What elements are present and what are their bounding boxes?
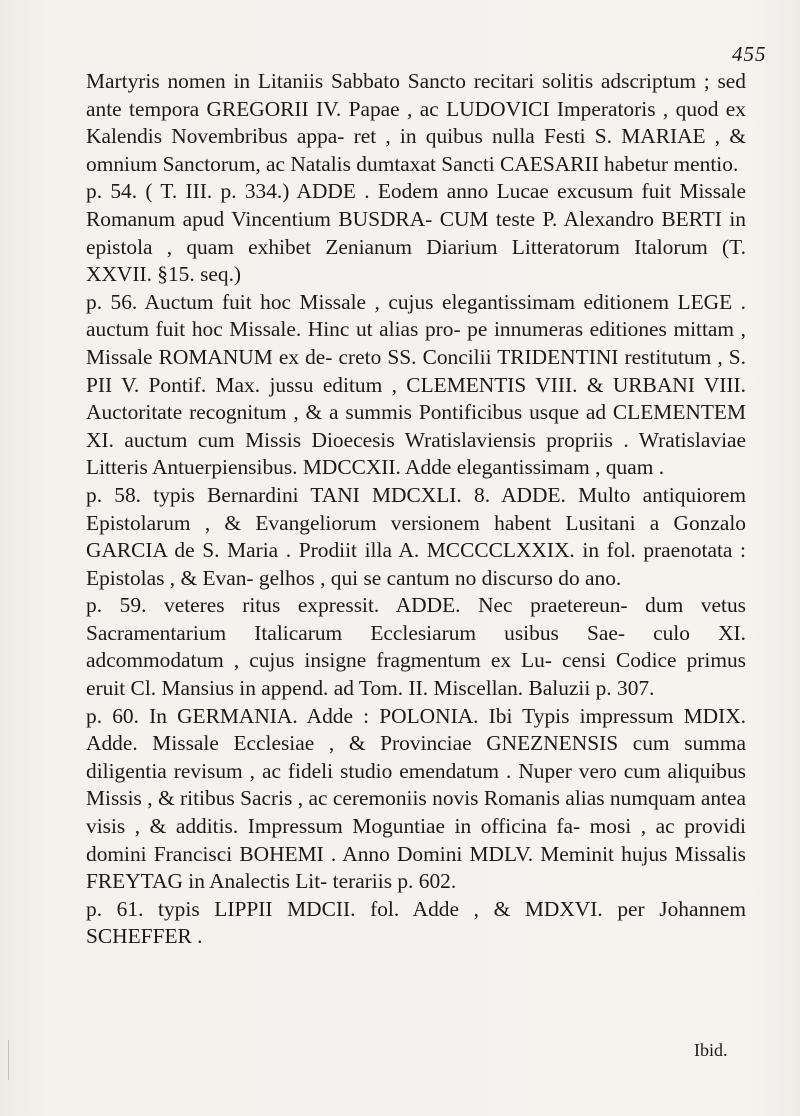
paragraph-p59: p. 59. veteres ritus expressit. ADDE. Nec praetereun- dum vetus Sacramentarium Italicarum Ecclesiarum usibus Sae- culo XI. adcommodatum , cujus insigne fragmentum ex Lu- censi Codice primus eruit Cl. Mansius in append. ad Tom. II. Miscellan. Baluzii p. 307. bbox=[86, 593, 746, 701]
paragraph-p60: p. 60. In GERMANIA. Adde : POLONIA. Ibi Typis impressum MDIX. Adde. Missale Ecclesiae , & Provinciae GNEZNENSIS cum summa diligentia revisum , ac fideli studio emendatum . Nuper vero cum aliquibus Missis , & ritibus Sacris , ac ceremoniis novis Romanis alias numquam antea visis , & additis. Impressum Moguntiae in officina fa- mosi , ac providi domini Francisci BOHEMI . Anno Domini MDLV. Meminit hujus Missalis FREYTAG in Analectis Lit- terariis p. 602. bbox=[86, 703, 746, 894]
margin-mark bbox=[8, 1040, 15, 1080]
paragraph-p56: p. 56. Auctum fuit hoc Missale , cujus elegantissimam editionem LEGE . auctum fuit hoc Missale. Hinc ut alias pro- pe innumeras editiones mittam , Missale ROMANUM ex de- creto SS. Concilii TRIDENTINI restitutum , S. PII V. Pontif. Max. jussu editum , CLEMENTIS VIII. & URBANI VIII. Auctoritate recognitum , & a summis Pontificibus usque ad CLEMENTEM XI. auctum cum Missis Dioecesis Wratislaviensis propriis . Wratislaviae Litteris Antuerpiensibus. MDCCXII. Adde elegantissimam , quam . bbox=[86, 289, 746, 480]
paragraph-martyris: Martyris nomen in Litaniis Sabbato Sancto recitari solitis adscriptum ; sed ante tempora GREGORII IV. Papae , ac LUDOVICI Imperatoris , quod ex Kalendis Novembribus appa- ret , in quibus nulla Festi S. MARIAE , & omnium Sanctorum, ac Natalis dumtaxat Sancti CAESARII habetur mentio. bbox=[86, 69, 746, 176]
catchword: Ibid. bbox=[694, 1040, 728, 1060]
page-number: 455 bbox=[732, 42, 767, 66]
body-text bbox=[86, 68, 746, 951]
paragraph-p58: p. 58. typis Bernardini TANI MDCXLI. 8. ADDE. Multo antiquiorem Epistolarum , & Evangeliorum versionem habent Lusitani a Gonzalo GARCIA de S. Maria . Prodiit illa A. MCCCCLXXIX. in fol. praenotata : Epistolas , & Evan- gelhos , qui se cantum no discurso do ano. bbox=[86, 482, 746, 590]
paragraph-p54: p. 54. ( T. III. p. 334.) ADDE . Eodem anno Lucae excusum fuit Missale Romanum apud Vincentium BUSDRA- CUM teste P. Alexandro BERTI in epistola , quam exhibet Zenianum Diarium Litteratorum Italorum (T. XXVII. §15. seq.) bbox=[86, 179, 746, 287]
paragraph-p61: p. 61. typis LIPPII MDCII. fol. Adde , & MDXVI. per Johannem SCHEFFER . bbox=[86, 896, 746, 949]
